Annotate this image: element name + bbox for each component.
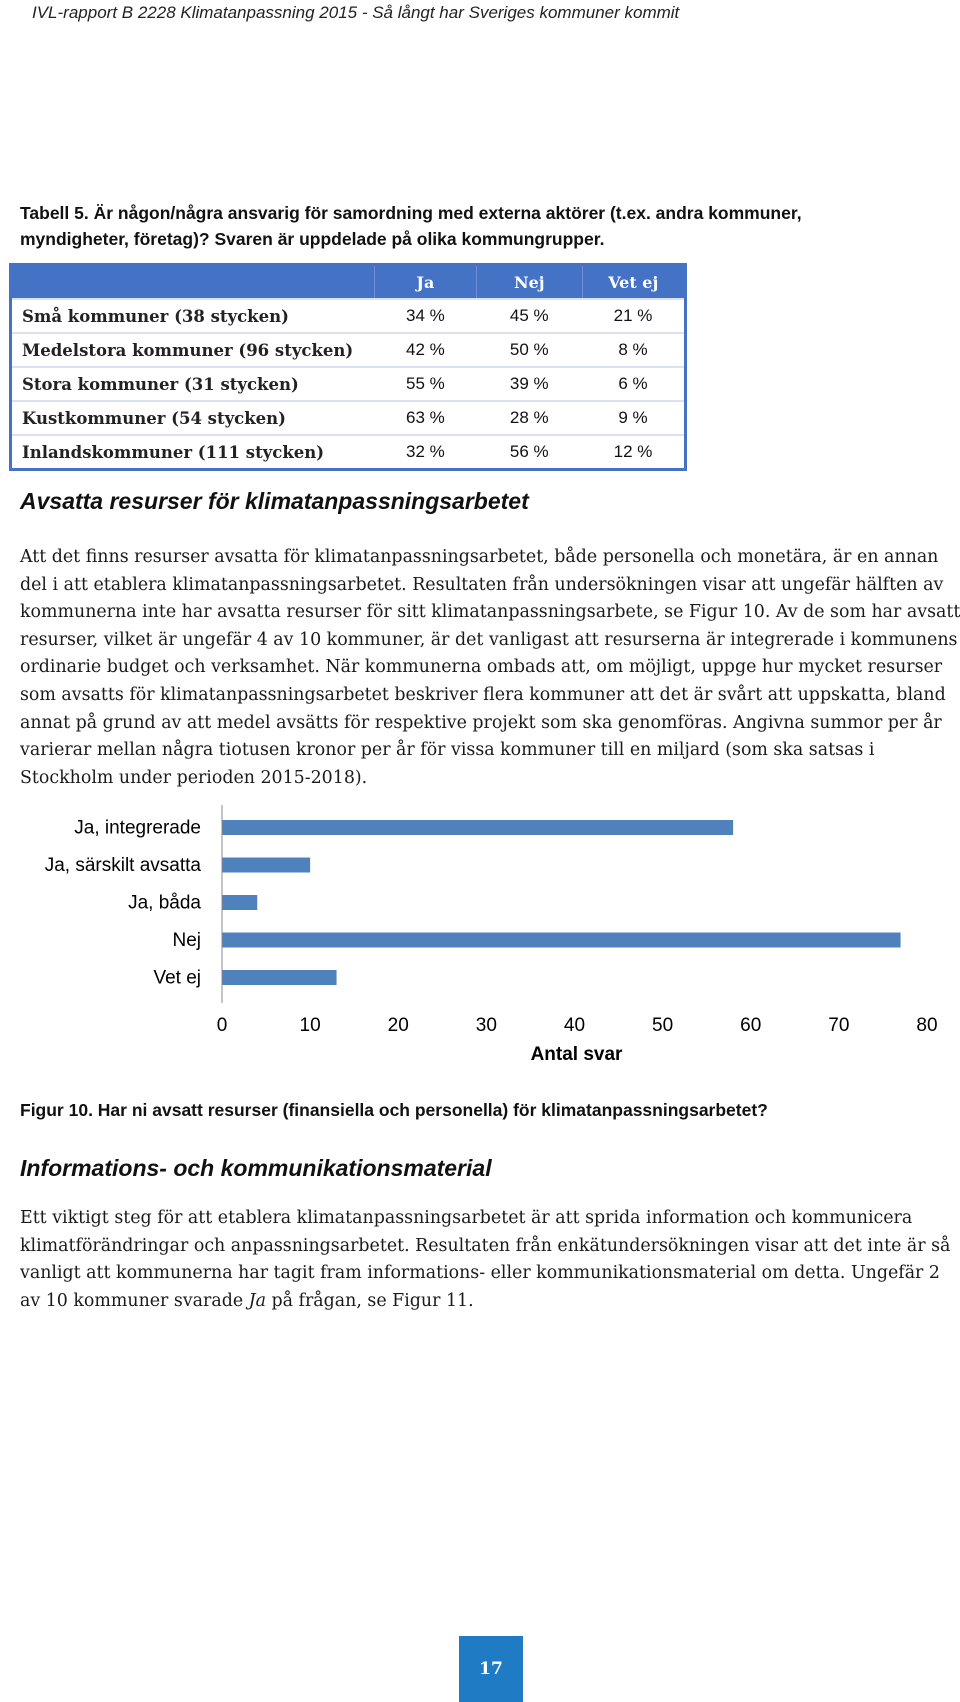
bar-chart [0, 805, 960, 1085]
row-label: Små kommuner (38 stycken) [22, 306, 289, 326]
cell-vet-ej: 12 % [613, 442, 653, 461]
section-heading-information: Informations- och kommunikationsmaterial [20, 1155, 492, 1181]
cell-nej: 56 % [509, 442, 549, 461]
column-header-vet-ej: Vet ej [582, 265, 685, 300]
section-heading-resources: Avsatta resurser för klimatanpassningsarbetet [20, 488, 529, 514]
category-label: Vet ej [153, 967, 201, 989]
paragraph-text-end: på frågan, se Figur 11. [266, 1290, 474, 1311]
table-caption-line-2: myndigheter, företag)? Svaren är uppdelade på olika kommungrupper. [20, 229, 605, 249]
bar-3 [222, 933, 901, 948]
report-header: IVL-rapport B 2228 Klimatanpassning 2015 - Så långt har Sveriges kommuner kommit [32, 3, 680, 22]
section-paragraph-resources: Att det finns resurser avsatta för klimatanpassningsarbetet, både personella och monetära, är en annan del i att etablera klimatanpassningsarbetet. Resultaten från undersökningen visar att ungefär hälften av kommunerna inte har avsatta resurser för sitt klimatanpassningsarbete, se Figur 10. Av de som har avsatt resurser, vilket är ungefär 4 av 10 kommuner, är det vanligast att resurserna är integrerade i kommunens ordinarie budget och verksamhet. När kommunerna ombads att, om möjligt, uppge hur mycket resurser som avsatts för klimatanpassningsarbetet beskriver flera kommuner att det är svårt att uppskatta, bland annat på grund av att medel avsätts för respektive projekt som ska genomföras. Angivna summor per år varierar mellan några tiotusen kronor per år för vissa kommuner till en miljard (som ska satsas i Stockholm under perioden 2015-2018). [20, 547, 960, 788]
column-header-ja: Ja [374, 265, 476, 300]
cell-ja: 55 % [405, 374, 445, 393]
x-tick-label: 50 [652, 1015, 674, 1036]
cell-ja: 42 % [405, 340, 445, 359]
paragraph-text: Ett viktigt steg för att etablera klimatanpassningsarbetet är att sprida information och kommunicera klimatförändringar och anpassningsarbetet. Resultaten från enkätundersökningen visar att det inte är så vanligt att kommunerna har tagit fram informations- eller kommunikationsmaterial om detta. Ungefär 2 av 10 kommuner svarade [20, 1208, 951, 1311]
row-label: Stora kommuner (31 stycken) [22, 374, 299, 394]
cell-vet-ej: 6 % [618, 374, 648, 393]
row-label: Inlandskommuner (111 stycken) [22, 442, 325, 462]
cell-ja: 63 % [405, 408, 445, 427]
x-tick-label: 60 [740, 1015, 762, 1036]
row-label: Kustkommuner (54 stycken) [22, 408, 286, 428]
paragraph-emphasis: Ja [248, 1290, 266, 1311]
x-tick-label: 40 [563, 1015, 586, 1036]
x-tick-label: 70 [828, 1015, 850, 1036]
x-axis-title: Antal svar [530, 1044, 623, 1065]
bar-2 [222, 895, 257, 910]
x-tick-label: 80 [916, 1015, 938, 1036]
figure-caption: Figur 10. Har ni avsatt resurser (finansiella och personella) för klimatanpassningsarbetet? [20, 1100, 768, 1120]
table-row [11, 401, 686, 435]
bar-1 [222, 858, 310, 873]
cell-nej: 28 % [509, 408, 549, 427]
row-label: Medelstora kommuner (96 stycken) [22, 340, 354, 360]
bar-4 [222, 970, 337, 985]
cell-vet-ej: 9 % [618, 408, 648, 427]
category-label: Ja, integrerade [74, 817, 201, 839]
table-row [11, 367, 686, 401]
cell-nej: 45 % [509, 306, 549, 325]
table-row [11, 435, 686, 470]
cell-vet-ej: 8 % [618, 340, 648, 359]
column-header-empty [11, 265, 375, 300]
category-label: Nej [172, 930, 201, 951]
table-row [11, 299, 686, 333]
x-tick-label: 20 [387, 1015, 409, 1036]
bar-0 [222, 820, 733, 835]
x-tick-label: 0 [216, 1015, 228, 1036]
x-tick-label: 30 [475, 1015, 497, 1036]
category-label: Ja, båda [128, 892, 201, 914]
page-number: 17 [459, 1636, 523, 1702]
section-paragraph-information [20, 1205, 960, 1315]
cell-vet-ej: 21 % [613, 306, 653, 325]
column-header-nej: Nej [477, 265, 582, 300]
table-row [11, 333, 686, 367]
cell-nej: 50 % [509, 340, 549, 359]
table-header-row [11, 265, 686, 300]
results-table [9, 263, 687, 471]
cell-ja: 32 % [405, 442, 445, 461]
cell-nej: 39 % [509, 374, 549, 393]
x-tick-label: 10 [299, 1015, 321, 1036]
cell-ja: 34 % [405, 306, 445, 325]
table-caption-line-1: Tabell 5. Är någon/några ansvarig för samordning med externa aktörer (t.ex. andra kommuner, [20, 203, 802, 223]
category-label: Ja, särskilt avsatta [44, 855, 201, 876]
